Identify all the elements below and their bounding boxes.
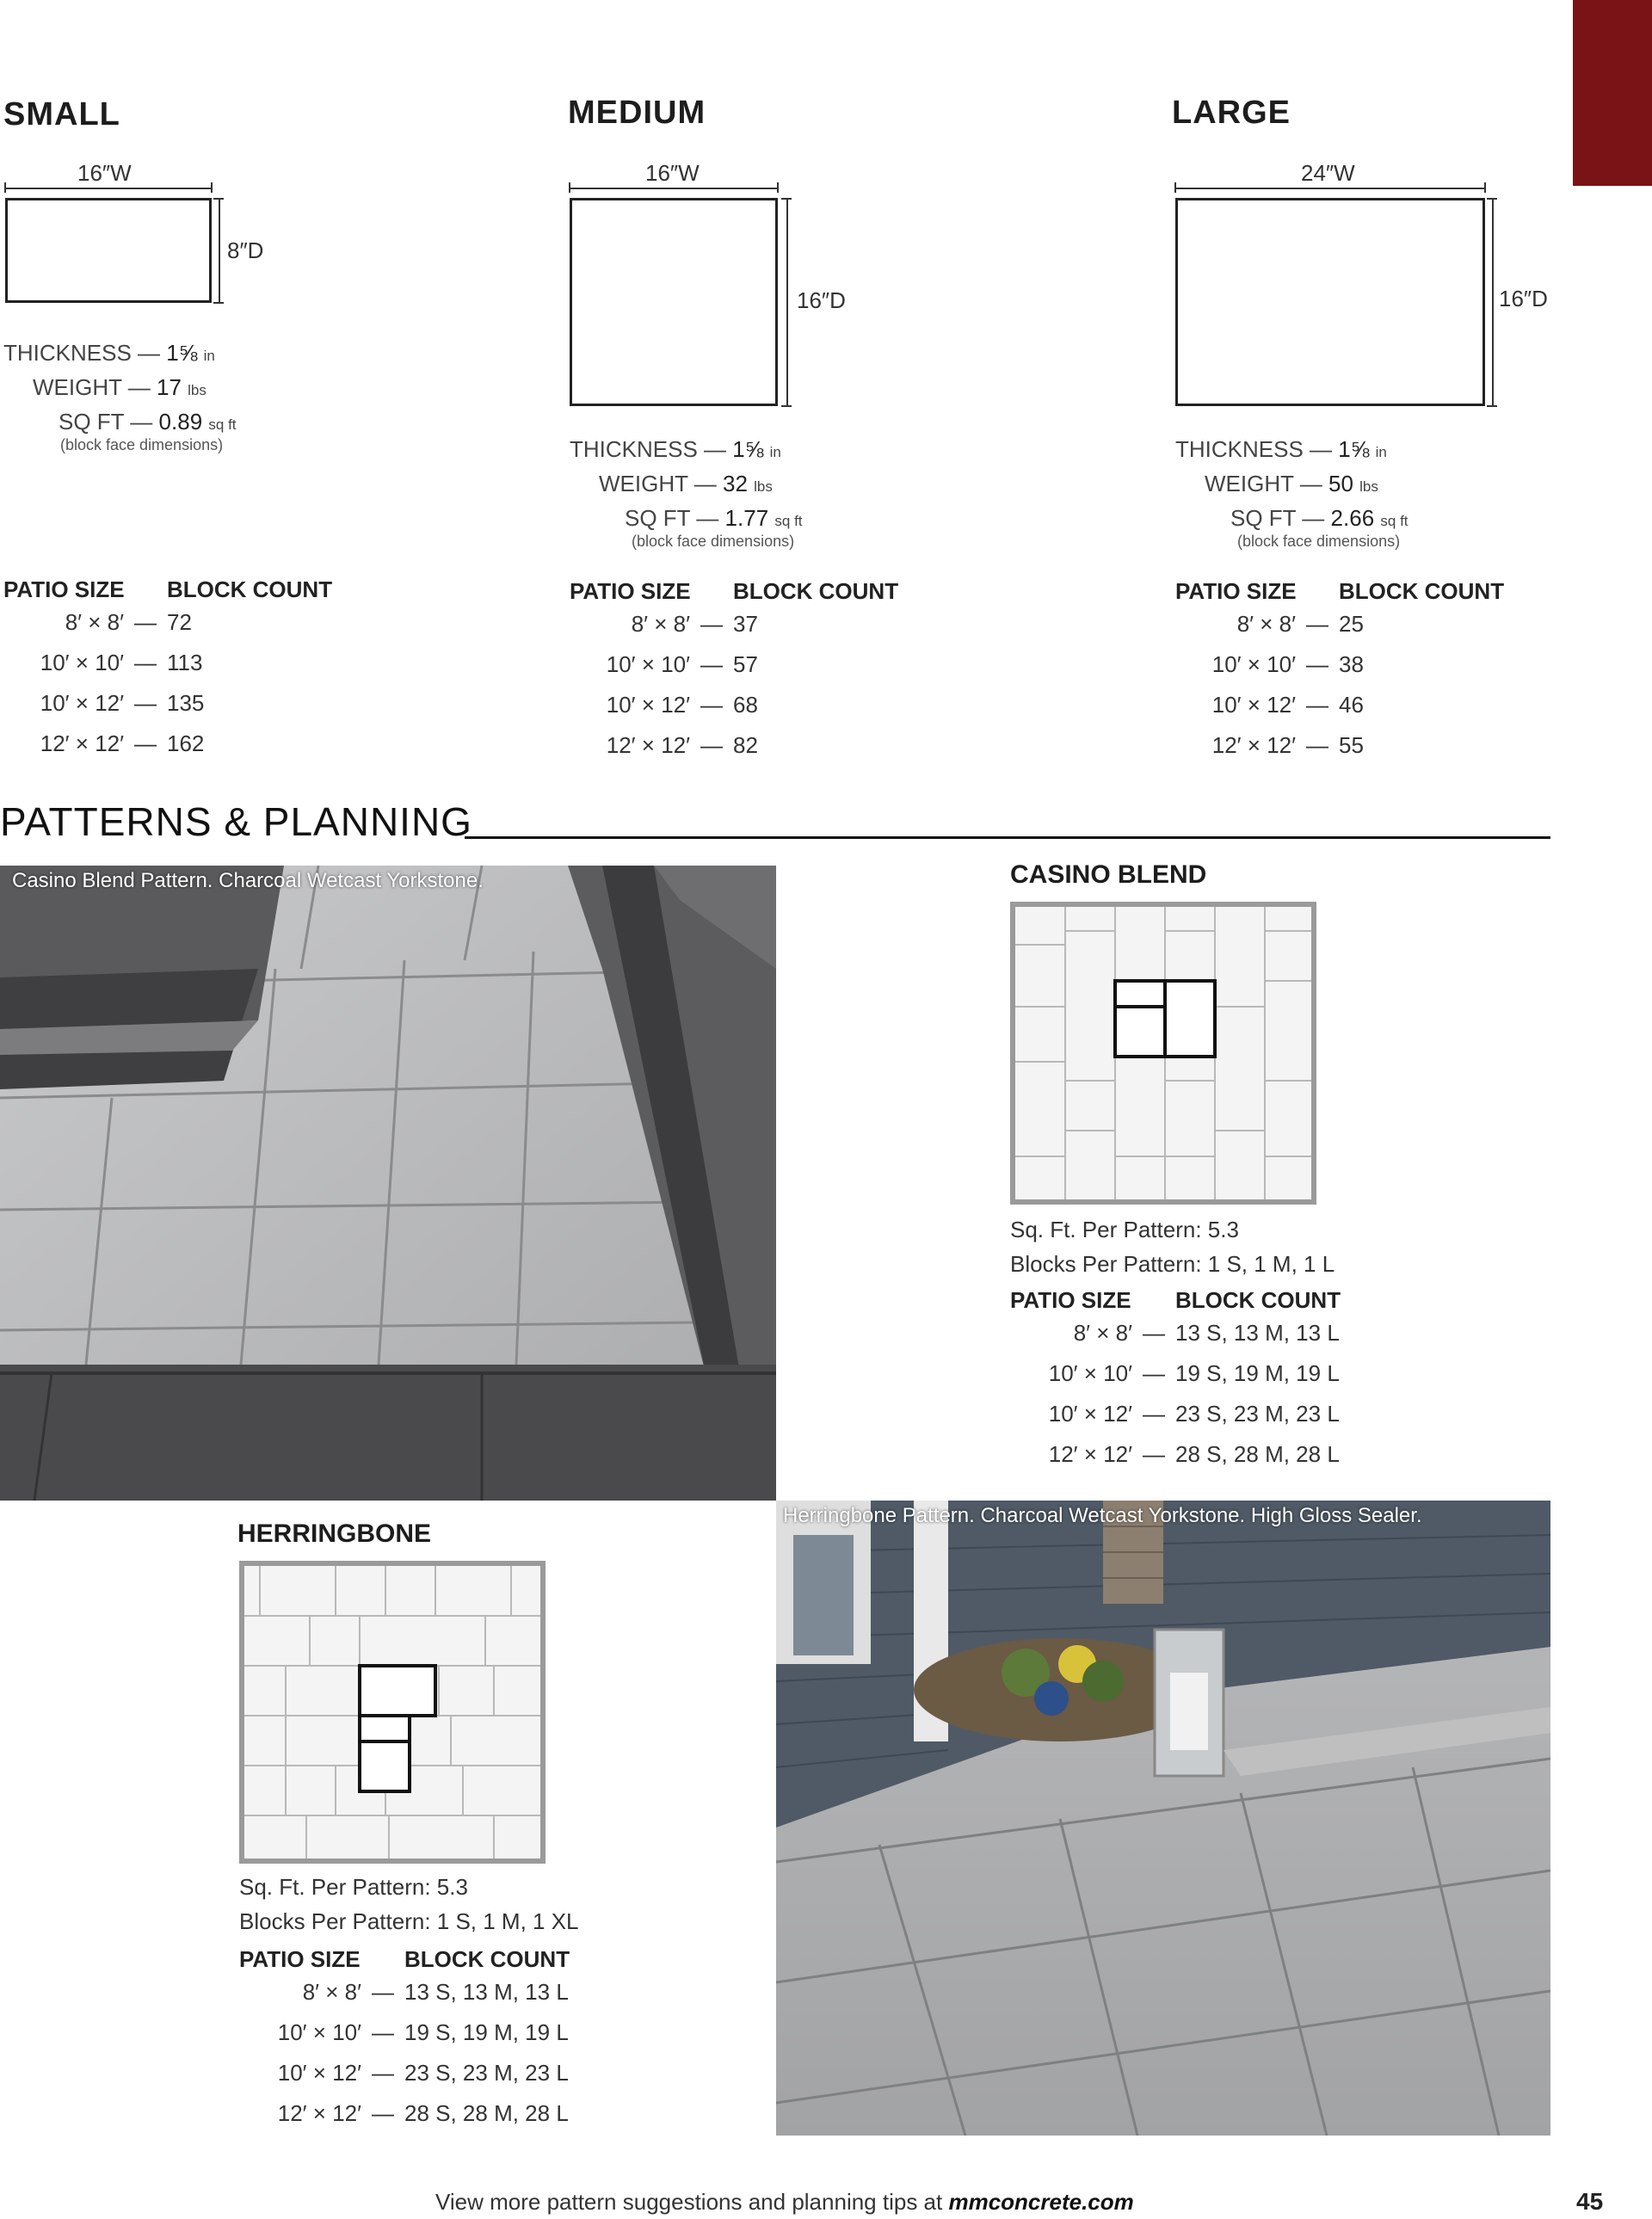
sqft-unit: sq ft <box>774 513 803 529</box>
patio-photo-illustration <box>0 866 776 1501</box>
casino-blend-photo <box>0 866 776 1501</box>
thickness-spec <box>570 432 781 470</box>
table-row: 12′ × 12′ — 55 <box>1175 732 1364 759</box>
tick <box>781 198 792 200</box>
thickness-label: THICKNESS — <box>1175 436 1333 462</box>
patio-photo-illustration <box>776 1501 1550 2136</box>
patio-size-header: PATIO SIZE <box>1175 578 1297 604</box>
photo-caption: Casino Blend Pattern. Charcoal Wetcast Yorkstone. <box>12 869 484 892</box>
thickness-unit: in <box>1375 444 1387 460</box>
tick <box>569 182 570 193</box>
patio-size: 8′ × 8′ <box>65 609 124 635</box>
table-row: 8′ × 8′ — 13 S, 13 M, 13 L <box>239 1979 569 2006</box>
weight-label: WEIGHT — <box>1205 471 1322 496</box>
tick <box>211 182 213 193</box>
footer-note <box>435 2189 1134 2216</box>
sqft-unit: sq ft <box>208 416 237 433</box>
accent-tab <box>1573 0 1652 186</box>
dimension-note: (block face dimensions) <box>1237 533 1401 550</box>
table-row: 10′ × 12′ — 135 <box>3 690 204 717</box>
patio-size-header: PATIO SIZE <box>1010 1287 1131 1313</box>
table-row: 10′ × 10′ — 19 S, 19 M, 19 L <box>1010 1360 1340 1387</box>
tick <box>4 182 6 193</box>
weight-value: 32 <box>722 471 748 496</box>
depth-dimension-line <box>786 198 788 406</box>
tick <box>1174 182 1176 193</box>
patio-size: 10′ × 12′ <box>1211 692 1296 718</box>
block-outline <box>1175 198 1485 406</box>
pattern-grid <box>244 1566 540 1858</box>
weight-spec <box>599 466 773 504</box>
pattern-blocks: Blocks Per Pattern: 1 S, 1 M, 1 L <box>1010 1251 1335 1277</box>
block-count: 13 S, 13 M, 13 L <box>1175 1320 1340 1346</box>
block-count: 38 <box>1339 651 1364 677</box>
tick <box>781 405 792 407</box>
patio-size: 12′ × 12′ <box>1211 732 1296 758</box>
pattern-title: HERRINGBONE <box>237 1519 432 1548</box>
dimension-note: (block face dimensions) <box>60 436 224 453</box>
width-label: 24″W <box>1301 160 1355 186</box>
table-row: 12′ × 12′ — 162 <box>3 730 204 757</box>
block-title: LARGE <box>1172 95 1291 131</box>
pattern-grid <box>1015 907 1311 1199</box>
depth-dimension-line <box>1492 198 1494 406</box>
depth-label: 16″D <box>797 287 846 313</box>
block-count: 37 <box>733 611 758 637</box>
patio-size: 10′ × 10′ <box>1048 1360 1132 1386</box>
photo-caption: Herringbone Pattern. Charcoal Wetcast Yorkstone. High Gloss Sealer. <box>783 1504 1422 1527</box>
block-outline <box>5 198 212 303</box>
block-count: 55 <box>1339 732 1364 758</box>
weight-spec <box>33 370 206 408</box>
thickness-value: 1⅝ <box>732 436 764 462</box>
block-count-header: BLOCK COUNT <box>733 578 899 604</box>
block-count: 19 S, 19 M, 19 L <box>1175 1360 1340 1386</box>
sqft-unit: sq ft <box>1380 513 1409 529</box>
block-count-table <box>570 578 897 767</box>
patio-size: 10′ × 12′ <box>277 2060 361 2086</box>
patio-size: 8′ × 8′ <box>1236 611 1296 637</box>
weight-value: 17 <box>156 374 182 400</box>
patio-size: 12′ × 12′ <box>1048 1441 1132 1467</box>
patio-size-header: PATIO SIZE <box>570 578 691 604</box>
patio-size: 10′ × 10′ <box>606 651 690 677</box>
patio-size: 10′ × 10′ <box>1211 651 1296 677</box>
patio-size: 10′ × 10′ <box>40 650 124 675</box>
patio-size: 10′ × 10′ <box>277 2019 361 2045</box>
table-row: 8′ × 8′ — 37 <box>570 611 758 638</box>
pattern-title: CASINO BLEND <box>1010 860 1207 889</box>
block-count-table <box>1175 578 1505 767</box>
block-count-header: BLOCK COUNT <box>167 576 333 602</box>
table-row: 10′ × 12′ — 23 S, 23 M, 23 L <box>239 2060 569 2086</box>
block-count: 72 <box>167 609 192 635</box>
block-count: 13 S, 13 M, 13 L <box>404 1979 569 2005</box>
block-count-header: BLOCK COUNT <box>1175 1287 1341 1313</box>
block-count: 57 <box>733 651 758 677</box>
tick <box>1484 182 1486 193</box>
casino-blend-pattern-diagram <box>1010 902 1316 1205</box>
block-count-table <box>3 576 333 766</box>
pattern-count-table <box>239 1946 635 2136</box>
weight-unit: lbs <box>188 382 206 398</box>
sqft-value: 0.89 <box>158 409 203 435</box>
table-row: 8′ × 8′ — 13 S, 13 M, 13 L <box>1010 1320 1340 1347</box>
table-row: 10′ × 10′ — 19 S, 19 M, 19 L <box>239 2019 569 2046</box>
block-count: 19 S, 19 M, 19 L <box>404 2019 569 2045</box>
table-row: 12′ × 12′ — 28 S, 28 M, 28 L <box>239 2100 569 2127</box>
tick <box>777 182 779 193</box>
table-row: 10′ × 10′ — 57 <box>570 651 758 678</box>
block-outline <box>570 198 778 406</box>
block-title: MEDIUM <box>568 95 706 131</box>
block-count: 28 S, 28 M, 28 L <box>1175 1441 1340 1467</box>
section-title: PATTERNS & PLANNING <box>0 799 472 844</box>
width-label: 16″W <box>77 160 132 186</box>
weight-unit: lbs <box>754 478 773 495</box>
sqft-value: 1.77 <box>724 505 769 531</box>
dimension-note: (block face dimensions) <box>632 533 795 550</box>
weight-label: WEIGHT — <box>599 471 717 496</box>
tick <box>213 302 224 304</box>
thickness-label: THICKNESS — <box>570 436 727 462</box>
thickness-spec <box>3 336 215 373</box>
sqft-label: SQ FT — <box>1230 505 1325 531</box>
weight-spec <box>1205 466 1378 504</box>
pattern-sqft: Sq. Ft. Per Pattern: 5.3 <box>239 1874 468 1900</box>
block-count-header: BLOCK COUNT <box>1339 578 1505 604</box>
weight-value: 50 <box>1328 471 1353 496</box>
weight-label: WEIGHT — <box>33 374 151 400</box>
pattern-sqft: Sq. Ft. Per Pattern: 5.3 <box>1010 1217 1239 1242</box>
block-count: 23 S, 23 M, 23 L <box>404 2060 569 2086</box>
patio-size: 10′ × 12′ <box>40 690 124 716</box>
table-row: 12′ × 12′ — 82 <box>570 732 758 759</box>
table-row: 12′ × 12′ — 28 S, 28 M, 28 L <box>1010 1441 1340 1468</box>
table-row: 8′ × 8′ — 25 <box>1175 611 1364 638</box>
table-row: 10′ × 10′ — 38 <box>1175 651 1364 678</box>
table-row: 10′ × 12′ — 68 <box>570 692 758 718</box>
thickness-unit: in <box>203 348 215 364</box>
section-divider <box>465 836 1550 839</box>
tick <box>213 198 224 200</box>
patio-size: 12′ × 12′ <box>40 730 124 756</box>
block-count: 162 <box>167 730 205 756</box>
patio-size: 8′ × 8′ <box>631 611 690 637</box>
patio-size: 12′ × 12′ <box>606 732 690 758</box>
block-count: 82 <box>733 732 758 758</box>
patio-size: 8′ × 8′ <box>302 1979 361 2005</box>
table-row: 10′ × 12′ — 46 <box>1175 692 1364 718</box>
patio-size: 10′ × 12′ <box>1048 1401 1132 1427</box>
table-row: 10′ × 10′ — 113 <box>3 650 202 676</box>
depth-label: 16″D <box>1499 286 1548 311</box>
thickness-label: THICKNESS — <box>3 340 161 366</box>
table-row: 8′ × 8′ — 72 <box>3 609 192 636</box>
website-link[interactable]: mmconcrete.com <box>948 2189 1134 2215</box>
page-number: 45 <box>1576 2188 1604 2215</box>
block-title: SMALL <box>3 96 120 133</box>
tick <box>1487 405 1497 407</box>
thickness-value: 1⅝ <box>1338 436 1370 462</box>
block-count: 135 <box>167 690 205 716</box>
pattern-blocks: Blocks Per Pattern: 1 S, 1 M, 1 XL <box>239 1908 579 1934</box>
patio-size: 10′ × 12′ <box>606 692 690 718</box>
sqft-label: SQ FT — <box>625 505 719 531</box>
herringbone-pattern-diagram <box>239 1561 546 1864</box>
depth-dimension-line <box>219 198 220 303</box>
pattern-count-table <box>1010 1287 1406 1476</box>
depth-label: 8″D <box>227 237 264 263</box>
block-count: 28 S, 28 M, 28 L <box>404 2100 569 2126</box>
table-row: 10′ × 12′ — 23 S, 23 M, 23 L <box>1010 1401 1340 1427</box>
block-count: 46 <box>1339 692 1364 718</box>
thickness-value: 1⅝ <box>166 340 198 366</box>
block-count: 68 <box>733 692 758 718</box>
width-dimension-line <box>570 188 778 189</box>
patio-size-header: PATIO SIZE <box>3 576 125 602</box>
block-count-header: BLOCK COUNT <box>404 1946 570 1972</box>
width-label: 16″W <box>645 160 700 186</box>
sqft-label: SQ FT — <box>59 409 153 435</box>
patio-size-header: PATIO SIZE <box>239 1946 361 1972</box>
herringbone-photo <box>776 1501 1550 2136</box>
thickness-unit: in <box>769 444 781 460</box>
width-dimension-line <box>1175 188 1485 189</box>
footer-text: View more pattern suggestions and planning tips at <box>435 2189 943 2215</box>
tick <box>1487 198 1497 200</box>
width-dimension-line <box>5 188 212 189</box>
block-count: 23 S, 23 M, 23 L <box>1175 1401 1340 1427</box>
block-count: 25 <box>1339 611 1364 637</box>
weight-unit: lbs <box>1359 478 1378 495</box>
patio-size: 12′ × 12′ <box>277 2100 361 2126</box>
patio-size: 8′ × 8′ <box>1073 1320 1132 1346</box>
sqft-value: 2.66 <box>1330 505 1375 531</box>
thickness-spec <box>1175 432 1387 470</box>
block-count: 113 <box>167 650 203 675</box>
